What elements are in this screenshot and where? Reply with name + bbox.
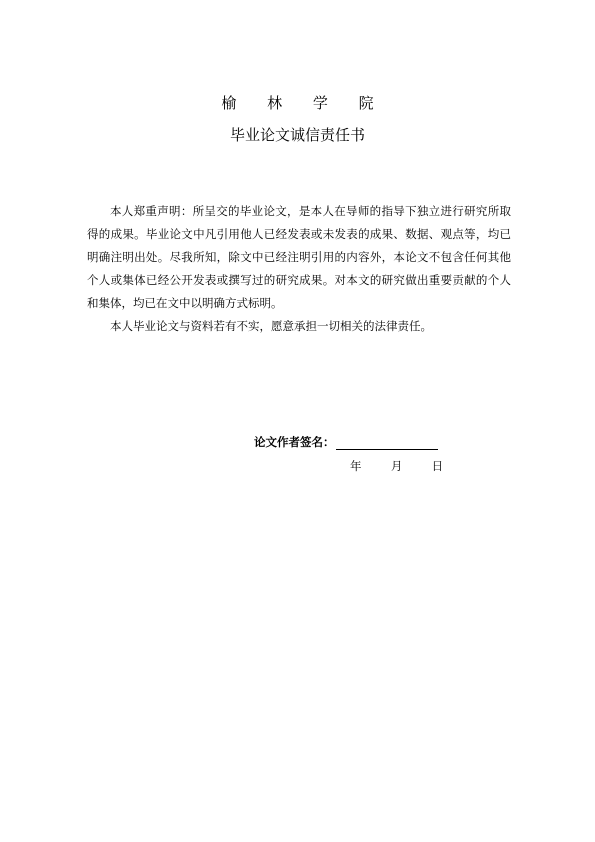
date-month-label: 月 xyxy=(390,459,403,473)
declaration-paragraph-1: 本人郑重声明：所呈交的毕业论文，是本人在导师的指导下独立进行研究所取得的成果。毕业论文中凡引用他人已经发表或未发表的成果、数据、观点等，均已明确注明出处。尽我所知，除文中已经注明引用的内容外，本论文不包含任何其他个人或集体已经公开发表或撰写过的研究成果。对本文的研究做出重要贡献的个人和集体，均已在文中以明确方式标明。 xyxy=(87,204,511,310)
signature-date-row xyxy=(350,458,443,474)
declaration-body xyxy=(87,200,511,338)
document-title: 毕业论文诚信责任书 xyxy=(229,126,365,144)
school-name: 榆 林 学 院 xyxy=(221,94,387,112)
signature-line xyxy=(336,436,438,450)
declaration-paragraph-2: 本人毕业论文与资料若有不实，愿意承担一切相关的法律责任。 xyxy=(110,319,432,333)
date-year-label: 年 xyxy=(350,459,362,473)
author-signature-row xyxy=(254,434,438,450)
date-day-label: 日 xyxy=(431,459,444,473)
signature-label: 论文作者签名： xyxy=(254,435,335,449)
